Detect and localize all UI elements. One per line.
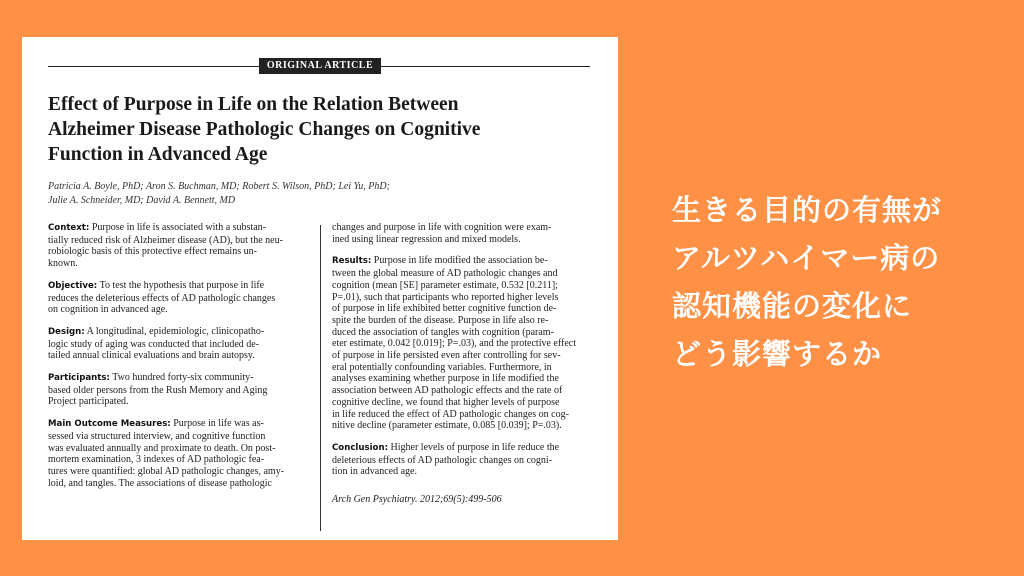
caption-line: 生きる目的の有無が [672, 193, 943, 227]
abstract-line: deleterious effects of AD pathologic changes on cogni- [332, 454, 553, 466]
section-text: Higher levels of purpose in life reduce the [388, 441, 560, 453]
abstract-line: tailed annual clinical evaluations and brain autopsy. [48, 350, 255, 362]
section-text: Purpose in life was as- [170, 418, 264, 430]
abstract-line [48, 222, 308, 235]
abstract-line: of purpose in life exhibited better cognitive function de- [332, 303, 557, 315]
abstract-line: Project participated. [48, 396, 129, 408]
abstract-line [332, 442, 594, 455]
section-label: Design: [48, 326, 85, 337]
abstract-line: mortem examination, 3 indexes of AD pathologic fea- [48, 454, 265, 466]
abstract-sections-right [332, 255, 594, 478]
column-divider [320, 225, 321, 531]
abstract-line: P=.01), such that participants who reported higher levels [332, 291, 559, 303]
abstract-line: robiologic basis of this protective effect remains un- [48, 246, 257, 258]
section-label: Objective: [48, 280, 98, 291]
abstract-line: association between AD pathologic effects and the rate of [332, 385, 563, 397]
abstract-line: duced the association of tangles with cognition (param- [332, 326, 554, 338]
abstract-line: ined using linear regression and mixed models. [332, 233, 521, 245]
abstract-line: changes and purpose in life with cognition were exam- [332, 222, 552, 233]
abstract-line [332, 255, 594, 268]
author-line: Patricia A. Boyle, PhD; Aron S. Buchman, MD; Robert S. Wilson, PhD; Lei Yu, PhD; [48, 181, 390, 192]
abstract-line: cognition (mean [SE] parameter estimate, 0.532 [0.211]; [332, 279, 558, 291]
title-line: Function in Advanced Age [48, 144, 268, 165]
article-excerpt [22, 37, 618, 540]
section-label: Main Outcome Measures: [48, 419, 171, 430]
abstract-section [48, 222, 308, 270]
abstract-right-column [332, 222, 594, 505]
abstract-left-column [48, 222, 308, 499]
abstract-line: in life reduced the effect of AD pathologic changes on cog- [332, 408, 569, 420]
section-text: Two hundred forty-six community- [109, 372, 254, 384]
caption-line: どう影響するか [672, 337, 883, 371]
abstract-line [48, 418, 308, 431]
abstract-continuation [332, 222, 594, 245]
title-line: Effect of Purpose in Life on the Relation Between [48, 94, 459, 115]
section-label: Participants: [48, 373, 110, 384]
abstract-section [332, 255, 594, 432]
abstract-line [48, 372, 308, 385]
abstract-line [48, 326, 308, 339]
abstract-section [48, 418, 308, 489]
abstract-section [48, 372, 308, 408]
abstract-line: cognitive decline, we found that higher levels of purpose [332, 396, 560, 408]
abstract-line: eral potentially confounding variables. Furthermore, in [332, 361, 552, 373]
abstract-line: based older persons from the Rush Memory and Aging [48, 384, 268, 396]
japanese-caption [672, 186, 1002, 378]
abstract-section [48, 280, 308, 316]
abstract-line: tion in advanced age. [332, 466, 417, 478]
abstract-line: was evaluated annually and proximate to death. On post- [48, 442, 276, 454]
abstract-line: spite the burden of the disease. Purpose in life also re- [332, 314, 549, 326]
abstract-line: loid, and tangles. The associations of disease pathologic [48, 477, 272, 489]
section-label: Results: [332, 256, 372, 267]
abstract-line: logic study of aging was conducted that included de- [48, 338, 260, 350]
caption-line: アルツハイマー病の [672, 241, 941, 275]
section-text: Purpose in life modified the association be- [371, 255, 548, 267]
author-list [48, 180, 588, 207]
abstract-line: on cognition in advanced age. [48, 304, 168, 316]
article-title [48, 92, 588, 167]
abstract-section [48, 326, 308, 362]
abstract-line: nitive decline (parameter estimate, 0.085 [0.039]; P=.03). [332, 420, 562, 432]
abstract-line: tures were quantified: global AD pathologic changes, amy- [48, 465, 285, 477]
abstract-line [48, 280, 308, 293]
abstract-line: reduces the deleterious effects of AD pathologic changes [48, 292, 276, 304]
abstract-line: sessed via structured interview, and cognitive function [48, 430, 266, 442]
abstract-line: known. [48, 258, 78, 270]
author-line: Julie A. Schneider, MD; David A. Bennett, MD [48, 194, 236, 206]
abstract-line: tially reduced risk of Alzheimer disease (AD), but the neu- [48, 234, 283, 246]
abstract-line: tween the global measure of AD pathologic changes and [332, 268, 558, 280]
article-type-banner: ORIGINAL ARTICLE [259, 58, 381, 74]
abstract-line: of purpose in life persisted even after controlling for sev- [332, 350, 561, 362]
abstract-line: eter estimate, 0.042 [0.019]; P=.03), and the protective effect [332, 338, 576, 350]
section-text: To test the hypothesis that purpose in life [97, 279, 265, 291]
title-line: Alzheimer Disease Pathologic Changes on Cognitive [48, 119, 481, 140]
section-label: Context: [48, 223, 90, 233]
section-label: Conclusion: [332, 442, 389, 453]
abstract-line: analyses examining whether purpose in life modified the [332, 373, 559, 385]
section-text: Purpose in life is associated with a substan- [89, 222, 266, 233]
caption-line: 認知機能の変化に [672, 289, 913, 323]
abstract-section [332, 442, 594, 478]
section-text: A longitudinal, epidemiologic, clinicopatho- [84, 325, 265, 337]
journal-citation: Arch Gen Psychiatry. 2012;69(5):499-506 [332, 494, 502, 506]
